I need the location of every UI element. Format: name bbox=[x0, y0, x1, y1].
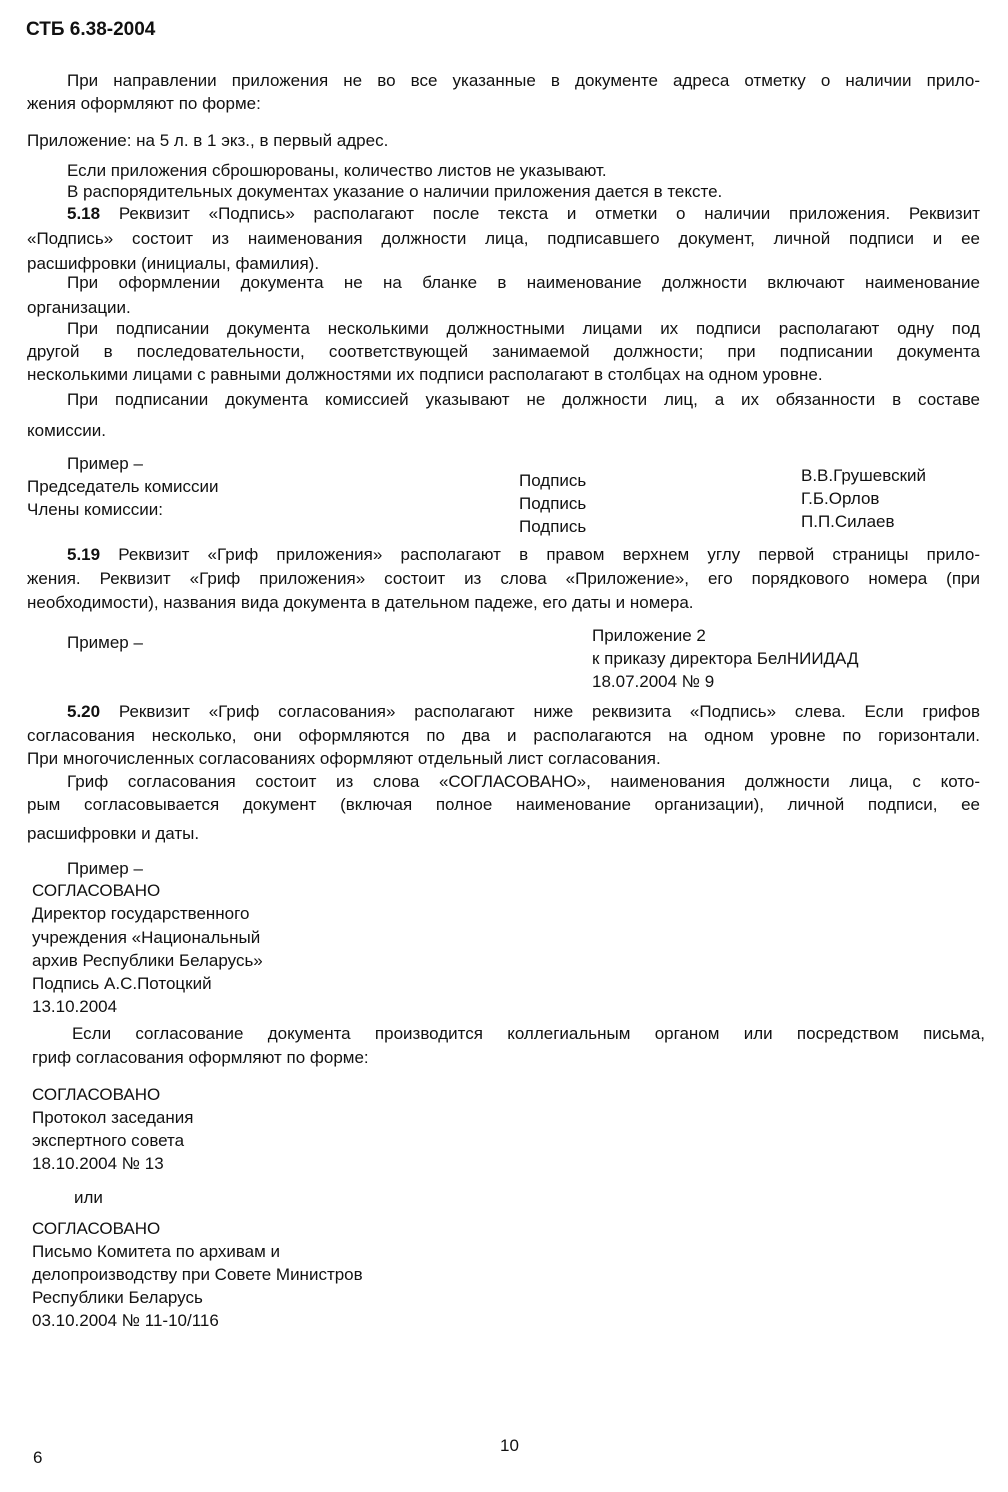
paragraph-line: При направлении приложения не во все указанные в документе адреса отметку о наличии прило- bbox=[67, 71, 980, 90]
signer-name: В.В.Грушевский bbox=[801, 466, 927, 485]
signer-name: Г.Б.Орлов bbox=[801, 489, 880, 508]
section-text: Реквизит «Гриф приложения» располагают в правом верхнем углу первой страницы прило- bbox=[118, 545, 980, 564]
paragraph-line: При подписании документа комиссией указывают не должности лиц, а их обязанности в составе bbox=[67, 390, 980, 409]
approval-stamp-line: архив Республики Беларусь» bbox=[32, 951, 263, 970]
appendix-stamp-line: к приказу директора БелНИИДАД bbox=[592, 649, 859, 668]
commission-members: Члены комиссии: bbox=[27, 500, 164, 519]
approval-form-line: Республики Беларусь bbox=[32, 1288, 203, 1307]
section-number: 5.18 bbox=[67, 204, 101, 223]
paragraph-line: организации. bbox=[27, 298, 131, 317]
paragraph-line: рым согласовывается документ (включая полное наименование организации), личной подписи, ее bbox=[27, 795, 980, 814]
paragraph-line: При подписании документа несколькими должностными лицами их подписи располагают одну под bbox=[67, 319, 980, 338]
approval-form-line: СОГЛАСОВАНО bbox=[32, 1219, 161, 1238]
section-text: Реквизит «Гриф согласования» располагают ниже реквизита «Подпись» слева. Если грифов bbox=[118, 702, 980, 721]
appendix-stamp-line: Приложение 2 bbox=[592, 626, 706, 645]
example-label: Пример – bbox=[67, 454, 143, 473]
approval-stamp-line: 13.10.2004 bbox=[32, 997, 118, 1016]
paragraph-line: несколькими лицами с равными должностями их подписи располагают в столбцах на одном уровне. bbox=[27, 365, 823, 384]
paragraph-line: гриф согласования оформляют по форме: bbox=[32, 1048, 369, 1067]
paragraph-line: «Подпись» состоит из наименования должности лица, подписавшего документ, личной подписи и ее bbox=[27, 229, 980, 248]
signer-name: П.П.Силаев bbox=[801, 512, 895, 531]
paragraph-line: Гриф согласования состоит из слова «СОГЛАСОВАНО», наименования должности лица, с кото- bbox=[67, 772, 980, 791]
paragraph-line: комиссии. bbox=[27, 421, 106, 440]
approval-form-line: Протокол заседания bbox=[32, 1108, 194, 1127]
paragraph-line: При оформлении документа не на бланке в наименование должности включают наименование bbox=[67, 273, 980, 292]
standard-header: СТБ 6.38-2004 bbox=[26, 19, 156, 40]
paragraph-line: При многочисленных согласованиях оформляют отдельный лист согласования. bbox=[27, 749, 661, 768]
section-number: 5.19 bbox=[67, 545, 101, 564]
example-label: Пример – bbox=[67, 633, 143, 652]
paragraph-line bbox=[67, 544, 980, 565]
paragraph-line: Если приложения сброшюрованы, количество листов не указывают. bbox=[67, 161, 607, 180]
approval-stamp-line: Директор государственного bbox=[32, 904, 250, 923]
approval-stamp-line: Подпись А.С.Потоцкий bbox=[32, 974, 212, 993]
commission-chair: Председатель комиссии bbox=[27, 477, 219, 496]
signature-label: Подпись bbox=[519, 494, 587, 513]
paragraph-line bbox=[67, 203, 980, 224]
page-number-center: 10 bbox=[500, 1436, 519, 1455]
paragraph-line: другой в последовательности, соответствующей занимаемой должности; при подписании документа bbox=[27, 342, 980, 361]
appendix-stamp-line: 18.07.2004 № 9 bbox=[592, 672, 715, 691]
paragraph-line: расшифровки и даты. bbox=[27, 824, 200, 843]
paragraph-line bbox=[67, 701, 980, 722]
section-number: 5.20 bbox=[67, 702, 101, 721]
approval-stamp-line: СОГЛАСОВАНО bbox=[32, 881, 161, 900]
signature-label: Подпись bbox=[519, 517, 587, 536]
paragraph-line: жения. Реквизит «Гриф приложения» состоит из слова «Приложение», его порядкового номера (при bbox=[27, 569, 980, 588]
approval-form-line: СОГЛАСОВАНО bbox=[32, 1085, 161, 1104]
form-line: Приложение: на 5 л. в 1 экз., в первый адрес. bbox=[27, 131, 389, 150]
paragraph-line: В распорядительных документах указание о наличии приложения дается в тексте. bbox=[67, 182, 723, 201]
section-text: Реквизит «Подпись» располагают после текста и отметки о наличии приложения. Реквизит bbox=[118, 204, 980, 223]
or-word: или bbox=[74, 1188, 103, 1207]
approval-form-line: экспертного совета bbox=[32, 1131, 185, 1150]
approval-stamp-line: учреждения «Национальный bbox=[32, 928, 261, 947]
paragraph-line: расшифровки (инициалы, фамилия). bbox=[27, 254, 320, 273]
paragraph-line: согласования несколько, они оформляются по два и располагаются на одном уровне по горизонтали. bbox=[27, 726, 980, 745]
example-label: Пример – bbox=[67, 859, 143, 878]
approval-form-line: Письмо Комитета по архивам и bbox=[32, 1242, 281, 1261]
page-number-left: 6 bbox=[33, 1448, 43, 1467]
approval-form-line: 18.10.2004 № 13 bbox=[32, 1154, 164, 1173]
paragraph-line: необходимости), названия вида документа в дательном падеже, его даты и номера. bbox=[27, 593, 694, 612]
paragraph-line: жения оформляют по форме: bbox=[27, 94, 261, 113]
approval-form-line: делопроизводству при Совете Министров bbox=[32, 1265, 363, 1284]
approval-form-line: 03.10.2004 № 11-10/116 bbox=[32, 1311, 219, 1330]
paragraph-line: Если согласование документа производится коллегиальным органом или посредством письма, bbox=[72, 1024, 985, 1043]
signature-label: Подпись bbox=[519, 471, 587, 490]
